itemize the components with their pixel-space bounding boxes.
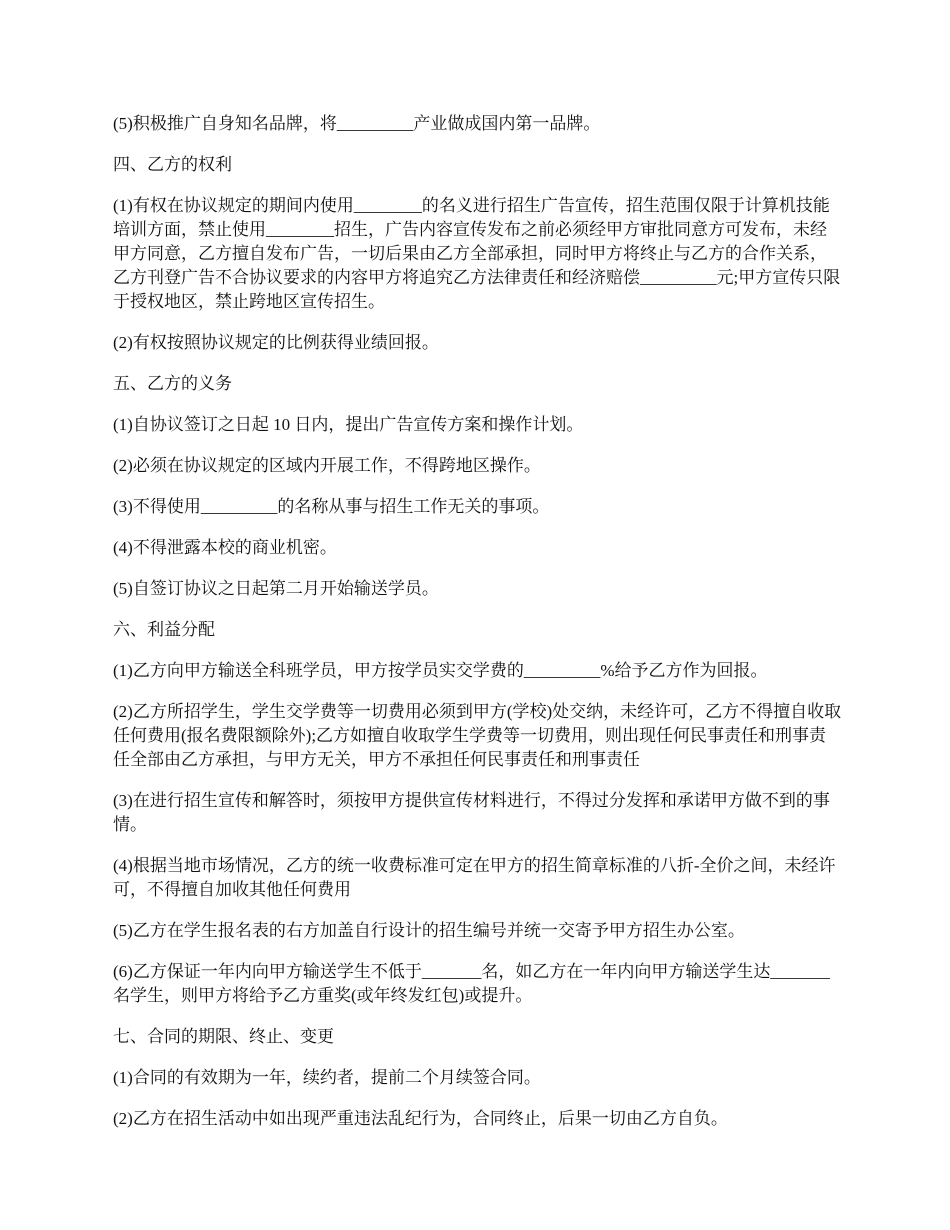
clause-6-2: (2)乙方所招学生，学生交学费等一切费用必须到甲方(学校)处交纳，未经许可，乙方不得擅自收取任何费用(报名费限额除外);乙方如擅自收取学生学费等一切费用，则出现任何民事责任和刑事责任全部由乙方承担，与甲方无关，甲方不承担任何民事责任和刑事责任 [113,702,842,769]
clause-4-2: (2)有权按照协议规定的比例获得业绩回报。 [113,333,439,352]
clause-5-1: (1)自协议签订之日起 10 日内，提出广告宣传方案和操作计划。 [113,415,584,434]
section-heading-5: 五、乙方的义务 [113,374,232,393]
clause-5-5: (5)自签订协议之日起第二月开始输送学员。 [113,579,439,598]
clause-7-2: (2)乙方在招生活动中如出现严重违法乱纪行为，合同终止，后果一切由乙方自负。 [113,1109,728,1128]
clause-5-3: (3)不得使用_________的名称从事与招生工作无关的事项。 [113,497,550,516]
clause-5-4: (4)不得泄露本校的商业机密。 [113,538,337,557]
section-heading-4: 四、乙方的权利 [113,155,232,174]
clause-6-1: (1)乙方向甲方输送全科班学员，甲方按学员实交学费的_________%给予乙方作为回报。 [113,661,768,680]
section-heading-6: 六、利益分配 [113,620,215,639]
clause-6-4: (4)根据当地市场情况，乙方的统一收费标准可定在甲方的招生简章标准的八折-全价之间，未经许可，不得擅自加收其他任何费用 [113,856,836,899]
clause-a-5: (5)积极推广自身知名品牌，将_________产业做成国内第一品牌。 [113,114,601,133]
clause-4-1: (1)有权在协议规定的期间内使用________的名义进行招生广告宣传，招生范围仅限于计算机技能培训方面，禁止使用________招生，广告内容宣传发布之前必须经甲方审批同意方可发布，未经甲方同意，乙方擅自发布广告，一切后果由乙方全部承担，同时甲方将终止与乙方的合作关系，乙方刊登广告不合协议要求的内容甲方将追究乙方法律责任和经济赔偿_________元;甲方宣传只限于授权地区，禁止跨地区宣传招生。 [113,196,841,311]
clause-6-3: (3)在进行招生宣传和解答时，须按甲方提供宣传材料进行，不得过分发挥和承诺甲方做不到的事情。 [113,791,830,834]
clause-5-2: (2)必须在协议规定的区域内开展工作，不得跨地区操作。 [113,456,541,475]
clause-7-1: (1)合同的有效期为一年，续约者，提前二个月续签合同。 [113,1068,541,1087]
document-page [113,112,843,1131]
clause-6-5: (5)乙方在学生报名表的右方加盖自行设计的招生编号并统一交寄予甲方招生办公室。 [113,921,745,940]
section-heading-7: 七、合同的期限、终止、变更 [113,1027,334,1046]
clause-6-6: (6)乙方保证一年内向甲方输送学生不低于_______名，如乙方在一年内向甲方输送学生达_______名学生，则甲方将给予乙方重奖(或年终发红包)或提升。 [113,962,830,1005]
